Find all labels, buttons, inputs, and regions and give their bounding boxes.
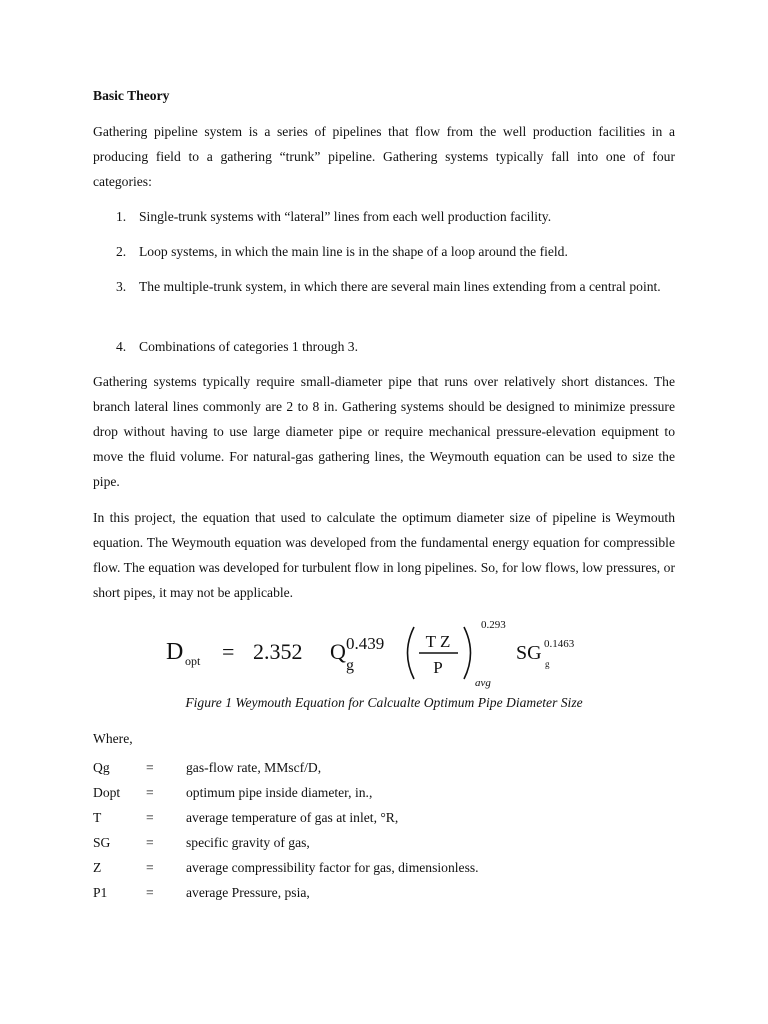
variable-symbol: SG	[93, 835, 111, 850]
list-number: 4.	[116, 339, 127, 354]
variable-definition: gas-flow rate, MMscf/D,	[186, 760, 322, 775]
variable-symbol: P1	[93, 885, 108, 900]
variable-definition: specific gravity of gas,	[186, 835, 310, 850]
eq-sg-exp: 0.1463	[544, 638, 575, 650]
variable-symbol: Dopt	[93, 785, 121, 800]
variable-equals: =	[146, 810, 154, 825]
eq-q-exp: 0.439	[346, 634, 385, 653]
variable-row	[93, 855, 693, 880]
variable-equals: =	[146, 835, 154, 850]
eq-coefficient: 2.352	[253, 639, 303, 664]
variable-equals: =	[146, 760, 154, 775]
variable-definition: average Pressure, psia,	[186, 885, 310, 900]
project-paragraph: In this project, the equation that used to calculate the optimum diameter size of pipeline is Weymouth equation. The Weymouth equation was developed from the fundamental energy equation for compressible flow. The equation was developed for turbulent flow in long pipelines. So, for low flows, low pressures, or short pipes, it may not be applicable.	[93, 510, 675, 600]
right-paren	[464, 627, 471, 679]
eq-paren-exp: 0.293	[481, 619, 506, 631]
eq-frac-num: T Z	[425, 632, 451, 651]
variable-row	[93, 880, 693, 905]
variable-row	[93, 805, 693, 830]
left-paren	[408, 627, 415, 679]
list-number: 3.	[116, 279, 127, 294]
variable-definition: optimum pipe inside diameter, in.,	[186, 785, 373, 800]
list-text: Combinations of categories 1 through 3.	[139, 339, 358, 354]
figure-caption: Figure 1 Weymouth Equation for Calcualte Optimum Pipe Diameter Size	[185, 695, 583, 710]
eq-sg-sub: g	[545, 659, 550, 669]
gathering-paragraph: Gathering systems typically require small-diameter pipe that runs over relatively short distances. The branch lateral lines commonly are 2 to 8 in. Gathering systems should be designed to minimize pressure drop without having to use large diameter pipe or require mechanical pressure-elevation equipment to move the fluid volume. For natural-gas gathering lines, the Weymouth equation can be used to size the pipe.	[93, 374, 675, 489]
list-text: Single-trunk systems with “lateral” lines from each well production facility.	[139, 209, 552, 224]
variable-symbol: Z	[93, 860, 102, 875]
eq-paren-sub: avg	[475, 677, 491, 689]
variable-row	[93, 780, 693, 805]
eq-equals: =	[222, 639, 235, 664]
variable-equals: =	[146, 785, 154, 800]
list-text: Loop systems, in which the main line is in the shape of a loop around the field.	[139, 244, 568, 259]
section-heading: Basic Theory	[93, 88, 170, 103]
eq-frac-den: P	[433, 658, 443, 677]
eq-lhs: D	[166, 639, 184, 665]
weymouth-equation	[160, 615, 620, 695]
eq-q: Q	[330, 639, 346, 664]
eq-sg: SG	[516, 642, 542, 664]
list-text: The multiple-trunk system, in which there are several main lines extending from a central point.	[139, 279, 661, 294]
where-label: Where,	[93, 731, 133, 746]
variable-symbol: T	[93, 810, 102, 825]
eq-q-sub: g	[346, 657, 354, 674]
eq-lhs-sub: opt	[185, 654, 201, 668]
variable-definition: average temperature of gas at inlet, °R,	[186, 810, 399, 825]
list-number: 1.	[116, 209, 127, 224]
variable-row	[93, 755, 693, 780]
variable-row	[93, 830, 693, 855]
variable-symbol: Qg	[93, 760, 110, 775]
variable-equals: =	[146, 860, 154, 875]
variable-definition: average compressibility factor for gas, dimensionless.	[186, 860, 479, 875]
variable-equals: =	[146, 885, 154, 900]
list-number: 2.	[116, 244, 127, 259]
intro-paragraph: Gathering pipeline system is a series of pipelines that flow from the well production facilities in a producing field to a gathering “trunk” pipeline. Gathering systems typically fall into one of four categories:	[93, 124, 675, 189]
